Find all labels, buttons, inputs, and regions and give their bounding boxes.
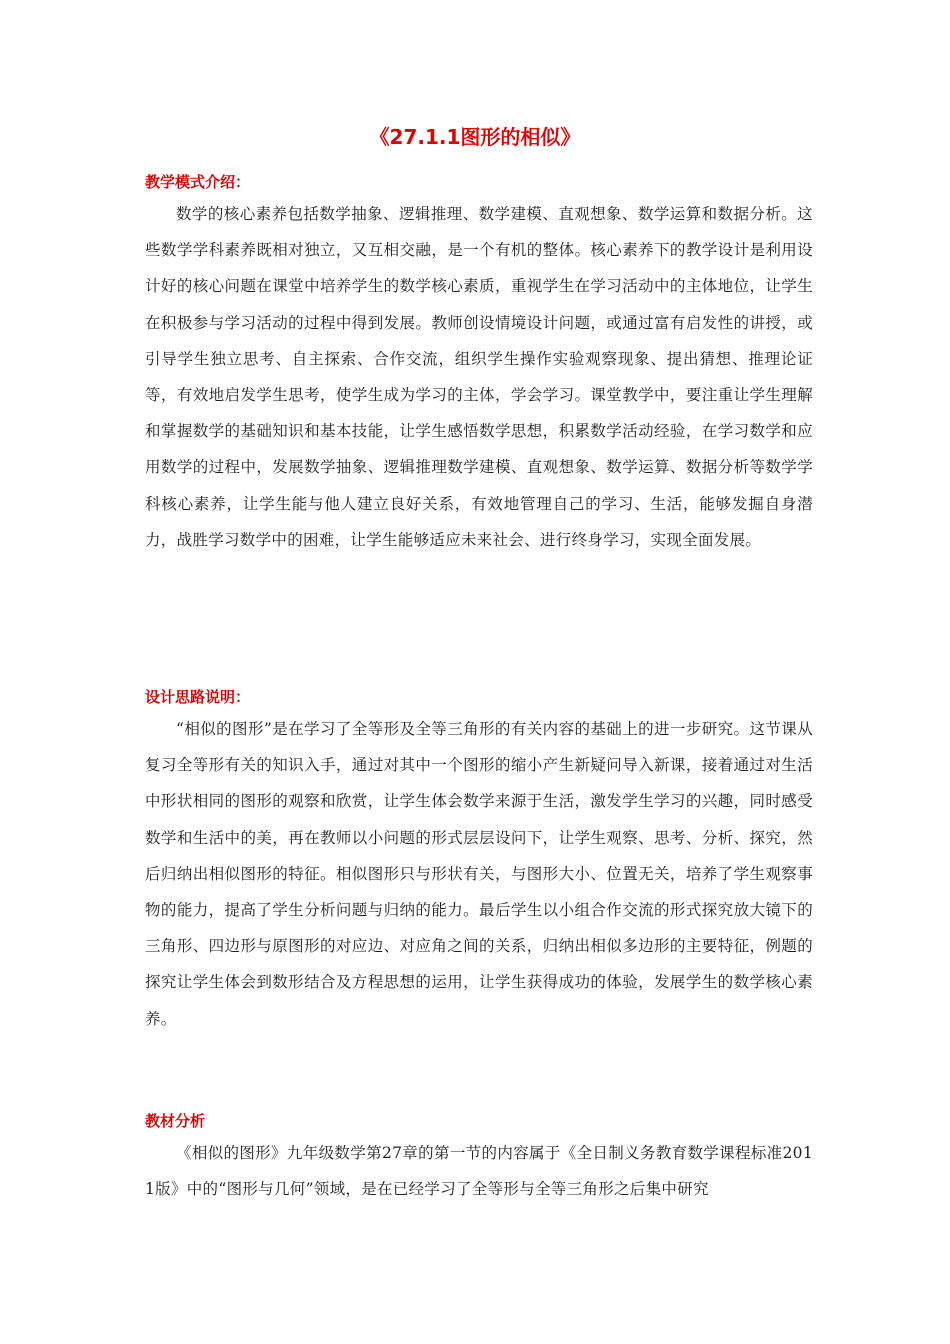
document-title: 《27.1.1图形的相似》 [369,125,581,149]
section-paragraph: “相似的图形”是在学习了全等形及全等三角形的有关内容的基础上的进一步研究。这节课从复习全等形有关的知识入手，通过对其中一个图形的缩小产生新疑问导入新课，接着通过对生活中形状相同的图形的观察和欣赏，让学生体会数学来源于生活，激发学生学习的兴趣，同时感受数学和生活中的美，再在教师以小问题的形式层层设问下，让学生观察、思考、分析、探究，然后归纳出相似图形的特征。相似图形只与形状有关，与图形大小、位置无关，培养了学生观察事物的能力，提高了学生分析问题与归纳的能力。最后学生以小组合作交流的形式探究放大镜下的三角形、四边形与原图形的对应边、对应角之间的关系，归纳出相似多边形的主要特征，例题的探究让学生体会到数形结合及方程思想的运用，让学生获得成功的体验，发展学生的数学核心素养。 [145,720,813,1028]
section-heading: 设计思路说明： [145,688,251,706]
section-teaching-mode [145,172,813,558]
section-textbook-analysis [145,1111,813,1207]
section-paragraph: 《相似的图形》九年级数学第27章的第一节的内容属于《全日制义务教育数学课程标准2011版》中的“图形与几何”领域，是在已经学习了全等形与全等三角形之后集中研究 [145,1144,813,1199]
section-paragraph: 数学的核心素养包括数学抽象、逻辑推理、数学建模、直观想象、数学运算和数据分析。这些数学学科素养既相对独立，又互相交融，是一个有机的整体。核心素养下的教学设计是利用设计好的核心问题在课堂中培养学生的数学核心素质，重视学生在学习活动中的主体地位，让学生在积极参与学习活动的过程中得到发展。教师创设情境设计问题，或通过富有启发性的讲授，或引导学生独立思考、自主探索、合作交流，组织学生操作实验观察现象、提出猜想、推理论证等，有效地启发学生思考，使学生成为学习的主体，学会学习。课堂教学中，要注重让学生理解和掌握数学的基础知识和基本技能，让学生感悟数学思想，积累数学活动经验，在学习数学和应用数学的过程中，发展数学抽象、逻辑推理数学建模、直观想象、数学运算、数据分析等数学学科核心素养，让学生能与他人建立良好关系，有效地管理自己的学习、生活，能够发掘自身潜力，战胜学习数学中的困难，让学生能够适应未来社会、进行终身学习，实现全面发展。 [145,205,813,549]
section-heading: 教学模式介绍： [145,173,251,191]
section-heading: 教材分析 [145,1112,206,1130]
section-design-rationale [145,687,813,1037]
